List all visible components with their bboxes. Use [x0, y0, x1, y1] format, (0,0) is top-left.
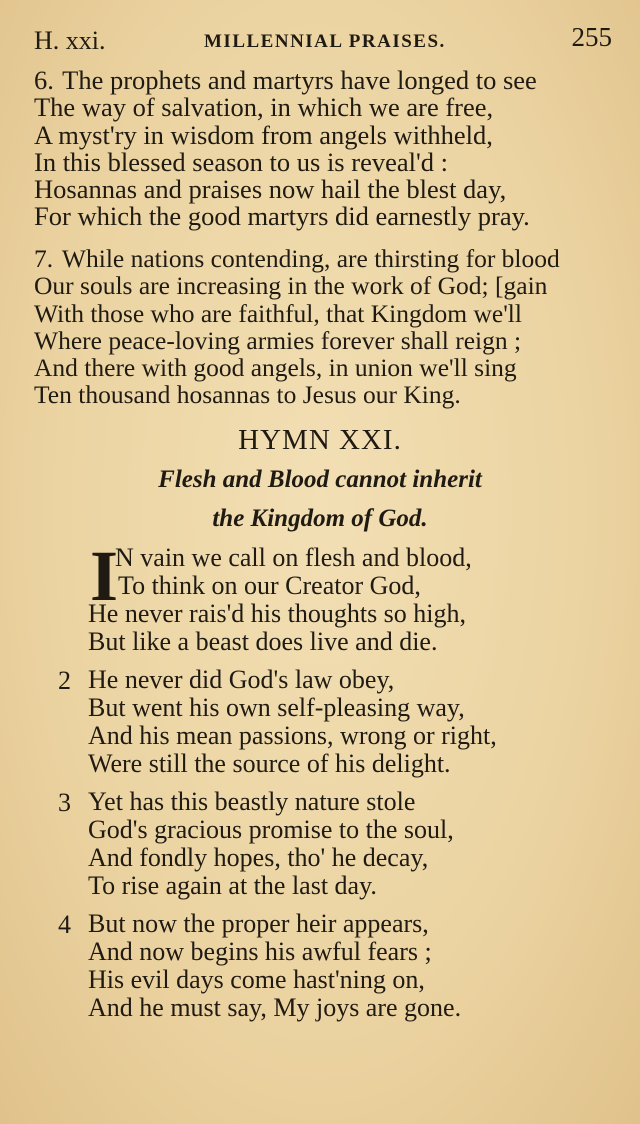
verse-line: A myst'ry in wisdom from angels withheld, [34, 119, 493, 150]
verse-line: 6. The prophets and martyrs have longed to see [34, 65, 537, 95]
stanza-line: To rise again at the last day. [88, 871, 377, 900]
stanza-line: Were still the source of his delight. [88, 749, 451, 778]
verse-line: Ten thousand hosannas to Jesus our King. [34, 380, 461, 410]
verse-line: Hosannas and praises now hail the blest day, [34, 174, 507, 205]
stanza-number: 2 [58, 666, 71, 695]
stanza-line: Yet has this beastly nature stole [88, 787, 416, 816]
stanza-line: But like a beast does live and die. [88, 627, 438, 656]
book-title: MILLENNIAL PRAISES. [204, 31, 446, 52]
stanza-number: 4 [58, 910, 71, 939]
stanza-2 [60, 666, 497, 778]
verse-line: Where peace-loving armies forever shall reign ; [34, 325, 522, 355]
verse-line: In this blessed season to us is reveal'd : [34, 146, 448, 177]
stanza-line: He never rais'd his thoughts so high, [88, 599, 467, 628]
stanza-line: But went his own self-pleasing way, [88, 693, 465, 722]
verse-line: 7. While nations contending, are thirsting for blood [34, 244, 560, 273]
hymn-subtitle-line-1: Flesh and Blood cannot inherit [158, 466, 482, 493]
stanza-line: N vain we call on flesh and blood, [115, 543, 472, 572]
verse-line: The way of salvation, in which we are free, [34, 92, 494, 123]
verse-number: 7. [34, 244, 54, 273]
stanza-3 [60, 788, 454, 900]
stanza-line: And now begins his awful fears ; [88, 937, 432, 966]
drop-cap: I [90, 536, 119, 616]
verse-line: And there with good angels, in union we'll sing [34, 353, 517, 383]
hymn-title: HYMN XXI. [238, 424, 402, 456]
stanza-line: His evil days come hast'ning on, [88, 965, 425, 994]
verse-7 [34, 245, 560, 409]
stanza-line: To think on our Creator God, [118, 571, 421, 600]
verse-line: Our souls are increasing in the work of God; [gain [34, 271, 548, 301]
stanza-line: And fondly hopes, tho' he decay, [88, 843, 429, 872]
stanza-number: 3 [58, 788, 71, 817]
stanza-line: He never did God's law obey, [88, 665, 395, 694]
verse-6 [34, 67, 537, 231]
verse-number: 6. [34, 65, 54, 95]
running-header [34, 22, 612, 62]
hymn-subtitle-line-2: the Kingdom of God. [212, 505, 428, 532]
page-number: 255 [571, 22, 612, 52]
verse-line: With those who are faithful, that Kingdom we'll [34, 298, 522, 328]
stanza-line: And he must say, My joys are gone. [88, 993, 462, 1022]
stanza-1 [88, 536, 472, 656]
stanza-line: And his mean passions, wrong or right, [88, 721, 497, 750]
stanza-4 [60, 910, 461, 1022]
stanza-line: But now the proper heir appears, [88, 909, 429, 938]
stanza-line: God's gracious promise to the soul, [88, 815, 454, 844]
hymn-reference: H. xxi. [34, 26, 106, 55]
verse-line: For which the good martyrs did earnestly pray. [34, 201, 530, 232]
